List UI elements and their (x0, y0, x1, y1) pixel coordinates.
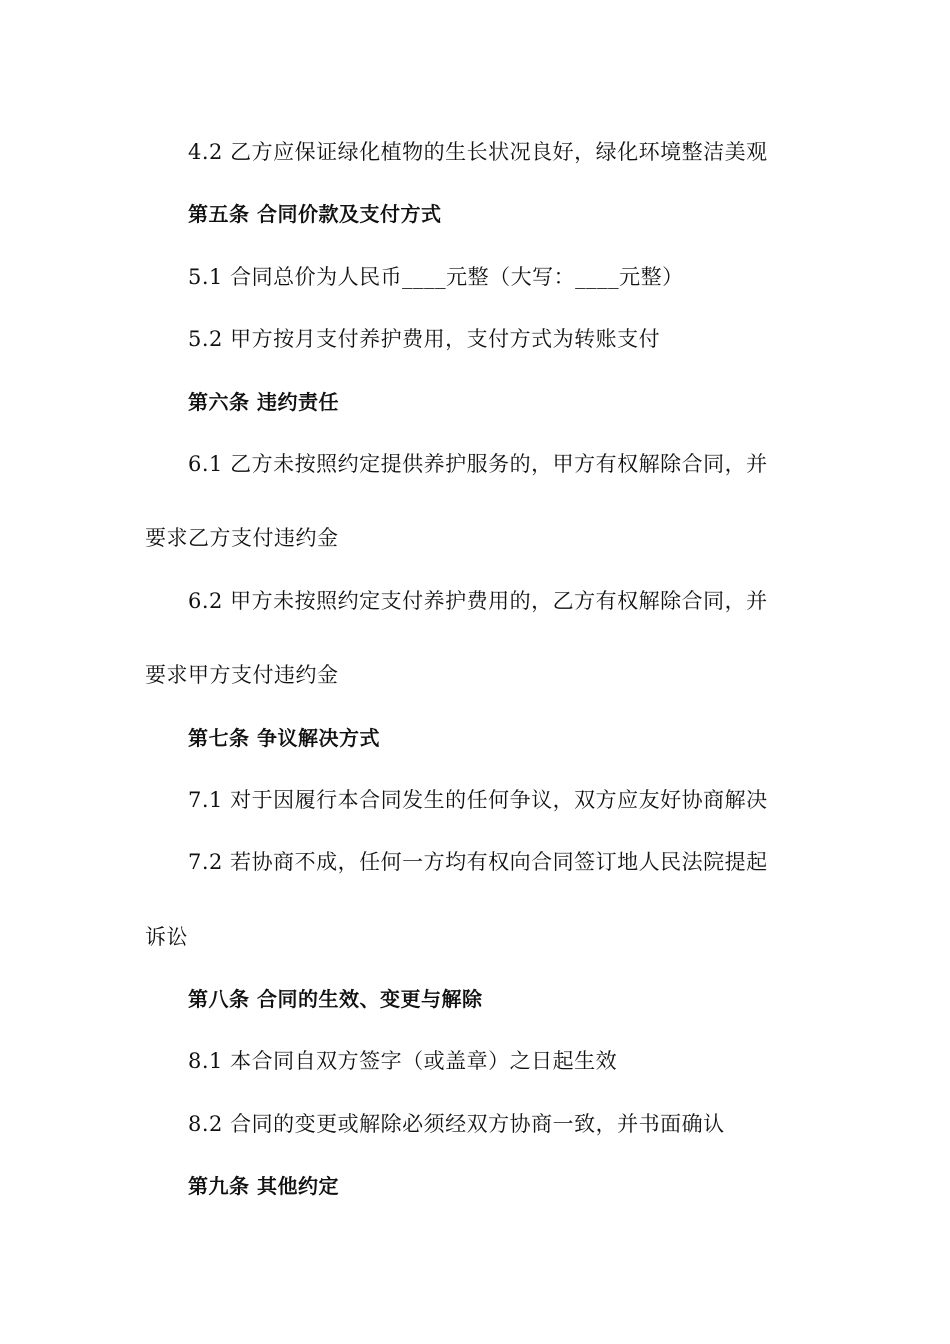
clause-6-2-line-1: 6.2 甲方未按照约定支付养护费用的，乙方有权解除合同，并 (188, 589, 768, 613)
article-7-heading: 第七条 争议解决方式 (188, 726, 380, 750)
clause-7-2-line-2: 诉讼 (145, 925, 188, 949)
clause-4-2: 4.2 乙方应保证绿化植物的生长状况良好，绿化环境整洁美观 (188, 140, 768, 164)
clause-6-1-line-1: 6.1 乙方未按照约定提供养护服务的，甲方有权解除合同，并 (188, 452, 768, 476)
article-9-heading: 第九条 其他约定 (188, 1174, 339, 1198)
article-8-heading: 第八条 合同的生效、变更与解除 (188, 987, 483, 1011)
clause-8-1: 8.1 本合同自双方签字（或盖章）之日起生效 (188, 1049, 618, 1073)
clause-7-2-line-1: 7.2 若协商不成，任何一方均有权向合同签订地人民法院提起 (188, 850, 768, 874)
article-6-heading: 第六条 违约责任 (188, 390, 339, 414)
clause-6-2-line-2: 要求甲方支付违约金 (145, 663, 339, 687)
clause-5-1: 5.1 合同总价为人民币____元整（大写：____元整） (188, 265, 684, 289)
article-5-heading: 第五条 合同价款及支付方式 (188, 202, 442, 226)
clause-5-2: 5.2 甲方按月支付养护费用，支付方式为转账支付 (188, 327, 661, 351)
clause-8-2: 8.2 合同的变更或解除必须经双方协商一致，并书面确认 (188, 1112, 725, 1136)
clause-6-1-line-2: 要求乙方支付违约金 (145, 526, 339, 550)
clause-7-1: 7.1 对于因履行本合同发生的任何争议，双方应友好协商解决 (188, 788, 768, 812)
